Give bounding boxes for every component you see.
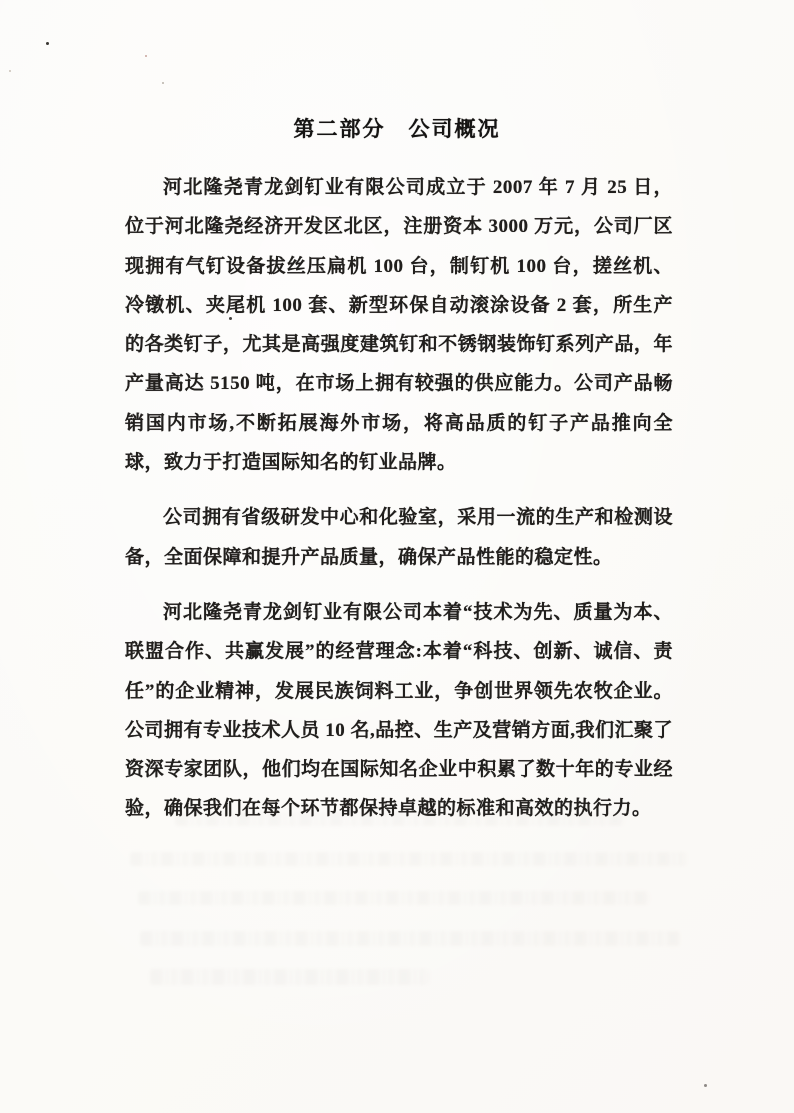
bleed-through-line bbox=[138, 891, 650, 905]
scan-speck bbox=[9, 70, 11, 72]
bleed-through-line bbox=[150, 969, 430, 985]
scan-speck bbox=[145, 55, 147, 57]
paragraph-rd-quality: 公司拥有省级研发中心和化验室，采用一流的生产和检测设备，全面保障和提升产品质量，确保产品性能的稳定性。 bbox=[125, 507, 673, 568]
document-body bbox=[125, 168, 673, 845]
scan-speck bbox=[229, 317, 232, 320]
bleed-through-line bbox=[140, 931, 680, 946]
scan-speck bbox=[46, 42, 49, 45]
paragraph-philosophy-team: 河北隆尧青龙剑钉业有限公司本着“技术为先、质量为本、联盟合作、共赢发展”的经营理念:本着“科技、创新、诚信、责任”的企业精神，发展民族饲料工业，争创世界领先农牧企业。公司拥有专业技术人员 10 名,品控、生产及营销方面,我们汇聚了资深专家团队，他们均在国际知名企业中积累了数十年的专业经验，确保我们在每个环节都保持卓越的标准和高效的执行力。 bbox=[125, 601, 674, 820]
scan-speck bbox=[704, 1084, 707, 1087]
section-title: 第二部分 公司概况 bbox=[293, 117, 501, 141]
paragraph-company-intro: 河北隆尧青龙剑钉业有限公司成立于 2007 年 7 月 25 日，位于河北隆尧经济开发区北区，注册资本 3000 万元，公司厂区现拥有气钉设备拔丝压扁机 100 台，制钉机 100 台，搓丝机、冷镦机、夹尾机 100 套、新型环保自动滚涂设备 2 套，所生产的各类钉子，尤其是高强度建筑钉和不锈钢装饰钉系列产品，年产量高达 5150 吨，在市场上拥有较强的供应能力。公司产品畅销国内市场,不断拓展海外市场，将高品质的钉子产品推向全球，致力于打造国际知名的钉业品牌。 bbox=[125, 177, 673, 474]
bleed-through-line bbox=[130, 852, 688, 866]
scan-speck bbox=[162, 82, 164, 84]
